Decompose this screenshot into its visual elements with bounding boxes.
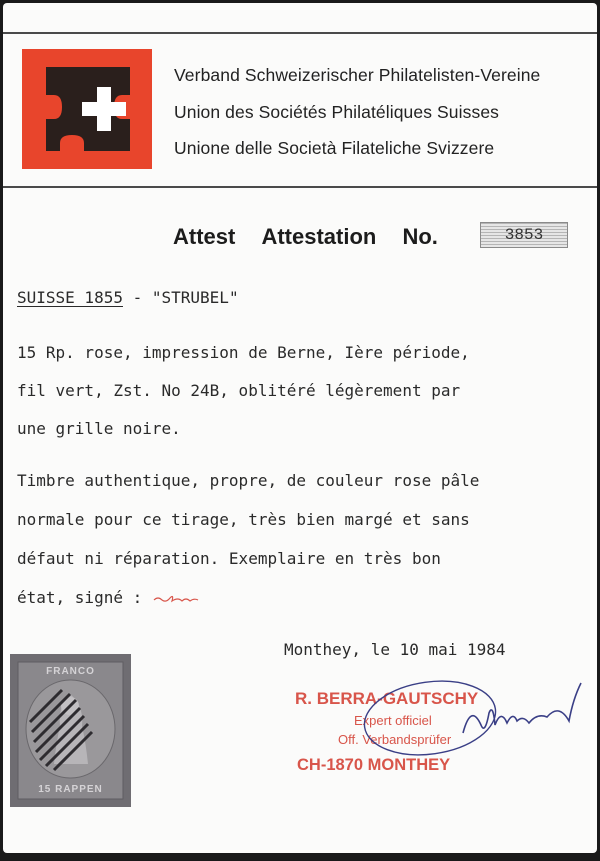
top-rule bbox=[3, 32, 597, 34]
expert-name: R. BERRA-GAUTSCHY bbox=[295, 689, 479, 708]
place-date: Monthey, le 10 mai 1984 bbox=[284, 640, 506, 659]
svpv-logo bbox=[22, 49, 152, 169]
stamp-photo bbox=[10, 654, 131, 807]
org-name-fr: Union des Sociétés Philatéliques Suisses bbox=[174, 102, 500, 122]
stamp-top-label: FRANCO bbox=[46, 666, 95, 677]
stamp-heading bbox=[17, 288, 239, 307]
title-attest: Attest bbox=[173, 224, 236, 249]
certificate-sheet bbox=[3, 3, 597, 853]
title-attestation: Attestation bbox=[261, 224, 377, 249]
title-no-label: No. bbox=[402, 224, 438, 249]
opinion-line: Timbre authentique, propre, de couleur rose pâle bbox=[17, 471, 480, 490]
opinion-line bbox=[17, 588, 202, 607]
heading-country: SUISSE 1855 bbox=[17, 288, 123, 307]
expert-title-de: Off. Verbandsprüfer bbox=[338, 732, 452, 747]
opinion-line: défaut ni réparation. Exemplaire en très bon bbox=[17, 549, 441, 568]
certificate-title bbox=[173, 224, 438, 250]
puzzle-cross-icon bbox=[22, 49, 152, 169]
expert-address: CH-1870 MONTHEY bbox=[297, 756, 451, 774]
certificate-number-box bbox=[480, 222, 568, 248]
stamp-bottom-label: 15 RAPPEN bbox=[38, 784, 103, 795]
expert-signature-icon bbox=[363, 673, 597, 783]
opinion-line: normale pour ce tirage, très bien margé et sans bbox=[17, 510, 470, 529]
desc-line: une grille noire. bbox=[17, 419, 181, 438]
desc-line: 15 Rp. rose, impression de Berne, Ière période, bbox=[17, 343, 470, 362]
heading-name: "STRUBEL" bbox=[151, 288, 239, 307]
org-name-de: Verband Schweizerischer Philatelisten-Vereine bbox=[174, 65, 541, 85]
heading-separator: - bbox=[122, 288, 152, 307]
expert-title-fr: Expert officiel bbox=[354, 713, 432, 728]
desc-line: fil vert, Zst. No 24B, oblitéré légèrement par bbox=[17, 381, 461, 400]
org-name-it: Unione delle Società Filateliche Svizzere bbox=[174, 138, 495, 158]
small-signature-icon bbox=[152, 591, 202, 607]
header-rule bbox=[3, 186, 597, 188]
certificate-number: 3853 bbox=[504, 226, 544, 244]
opinion-line-text: état, signé : bbox=[17, 588, 143, 607]
